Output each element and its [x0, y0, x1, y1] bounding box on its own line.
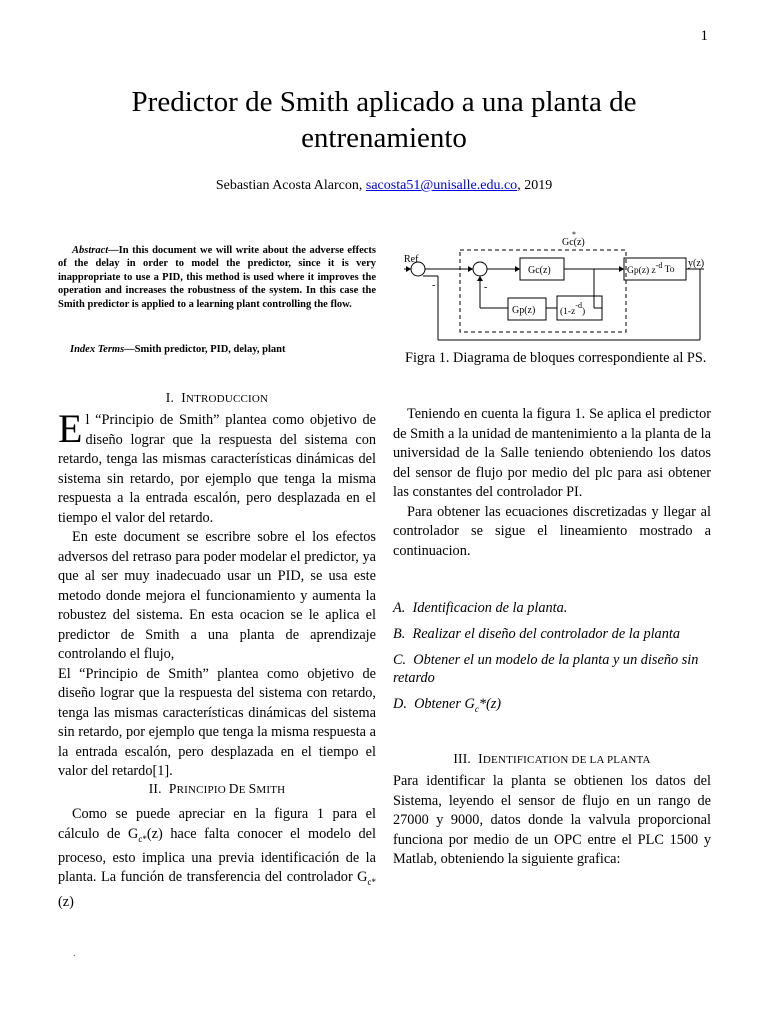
principio-paragraph: Como se puede apreciar en la figura 1 para el cálculo de $G_{c*}(z)$ hace falta conocer el modelo del proceso, esto implica una previa identificación de la planta. La función de transferencia del controlador $G_{c*}(z)$	[58, 806, 376, 910]
abstract-text: —In this document we will write about the adverse effects of the delay in order to model the predictor, since it is very inappropriate to use a PID, this method is used where it improves the operation and increases the robustness of the system. In this case the Smith predictor is applied to a learning plant controlling the flow.	[58, 245, 376, 310]
step-item: D. Obtener $G_c*(z)$	[393, 696, 502, 714]
step-item: B. Realizar el diseño del controlador de la planta	[393, 626, 680, 642]
index-terms-label: Index Terms	[70, 344, 125, 355]
intro-body	[58, 406, 376, 782]
output-label: y(z)	[688, 258, 705, 269]
author-email-link[interactable]: sacosta51@unisalle.edu.co	[365, 178, 518, 193]
intro-paragraph-2: En este document se escribre sobre el los efectos adversos del retraso para poder modelar el predictor, ya que al ser muy inadecuado usar un PID, se usa este metodo donde mejora el funcionamiento y aumenta la robustez del sistema. En esta ocacion se le aplica el predictor de Smith a una planta de aprendizaje controlando el flujo,	[58, 529, 376, 662]
author-name: Sebastian Acosta Alarcon,	[215, 178, 363, 193]
identification-paragraph: Para identificar la planta se obtienen los datos del Sistema, leyendo el sensor de flujo en un rango de 27000 y 9000, datos donde la valvula proporcional funciona por medio de un OPC entre el PLC 1500 y Matlab, obteniendo la siguiente grafica:	[393, 773, 711, 867]
ref-label: Ref	[404, 254, 419, 265]
index-terms-text: —Smith predictor, PID, delay, plant	[124, 344, 286, 355]
gc-label: Gc(z)	[528, 265, 551, 276]
footer-mark: .	[73, 948, 76, 959]
author-year: , 2019	[517, 178, 553, 193]
steps-list	[393, 599, 711, 718]
abstract	[58, 244, 376, 311]
principio-body	[58, 805, 376, 912]
col2-paragraph-1: Teniendo en cuenta la figura 1. Se aplica el predictor de Smith a la unidad de mantenimiento a la planta de la universidad de la Salle teniendo obteniendo los datos del sensor de flujo por medio del plc para asi obtener las constantes del controlador PI.	[393, 406, 711, 500]
summing-junction-2	[473, 262, 487, 276]
gcstar-star: *	[572, 230, 576, 239]
minus-sign-1: -	[432, 280, 436, 291]
section-heading-introduccion: I. INTRODUCCION	[165, 390, 269, 405]
gp-label: Gp(z)	[512, 305, 536, 316]
section-heading-principio: II. PRINCIPIO DE SMITH	[148, 781, 286, 796]
gp-delay-label: Gp(z) $z^{-d}$ To	[627, 261, 675, 276]
paper-title: Predictor de Smith aplicado a una planta de entrenamiento	[131, 86, 637, 154]
step-item: A. Identificacion de la planta.	[393, 600, 568, 616]
col2-body	[393, 405, 711, 561]
index-terms	[70, 344, 370, 355]
gcstar-label: Gc(z)	[562, 237, 585, 248]
figure-caption: Figra 1. Diagrama de bloques correspondiente al PS.	[405, 350, 707, 366]
block-diagram	[404, 228, 716, 346]
intro-paragraph-3: El “Principio de Smith” plantea como objetivo de diseño lograr que la respuesta del sistema con retardo, tenga las mismas características dinámicas del sistema sin retardo, por ejemplo que tenga la misma respuesta a la entrada escalón, pero desplazada en el tiempo el valor del retardo[1].	[58, 665, 376, 779]
minus-sign-2: -	[484, 282, 488, 293]
delay-label: $(1-z^{-d})$	[560, 301, 586, 317]
section-heading-identification: III. IDENTIFICATION DE LA PLANTA	[453, 751, 651, 766]
abstract-label: Abstract	[72, 245, 109, 256]
intro-paragraph-1: El “Principio de Smith” plantea como objetivo de diseño lograr que la respuesta del sistema con retardo, tenga las mismas características dinámicas del sistema sin retardo, por ejemplo que tenga la misma respuesta a la entrada escalón, pero desplazada en el tiempo el valor del retardo.	[58, 406, 376, 526]
author-line	[60, 178, 708, 194]
step-item: C. Obtener el un modelo de la planta y un diseño sin retardo	[393, 652, 699, 686]
identification-body	[393, 772, 711, 870]
page-number: 1	[700, 28, 708, 44]
col2-paragraph-2: Para obtener las ecuaciones discretizadas y llegar al controlador se sigue el lineamiento mostrado a continuacion.	[393, 503, 711, 559]
drop-cap: E	[58, 406, 83, 451]
